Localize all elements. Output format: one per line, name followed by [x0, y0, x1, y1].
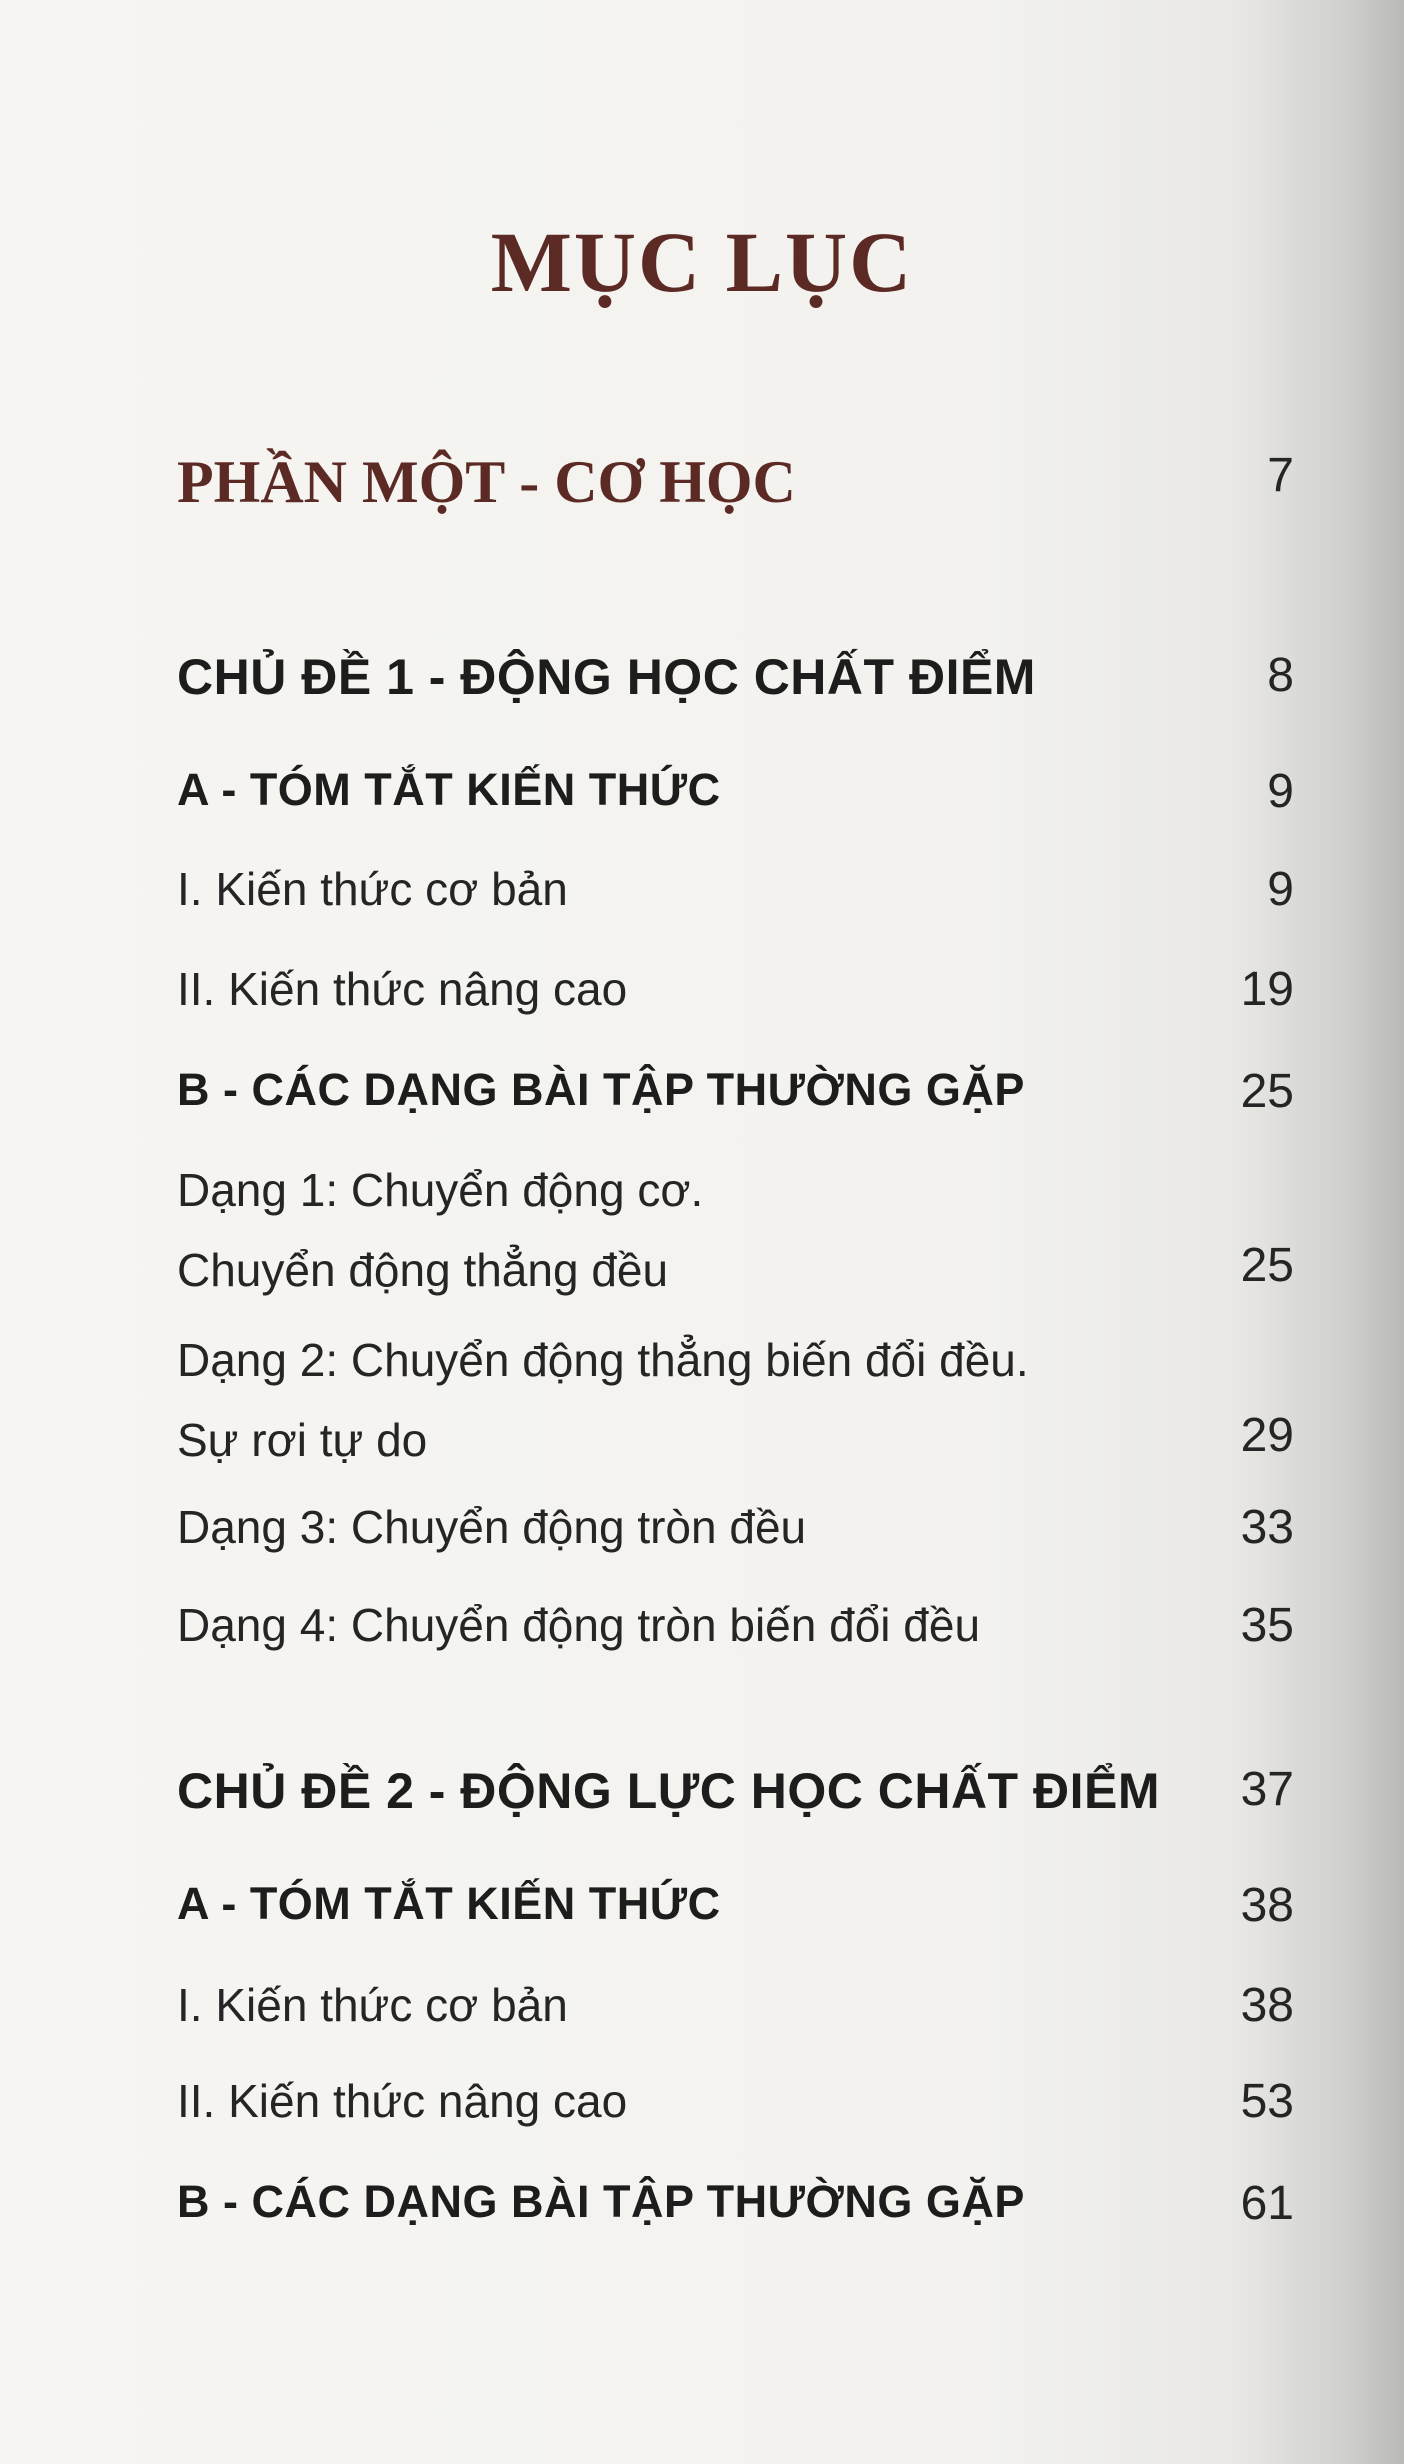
- toc-page-number: 53: [1240, 2075, 1294, 2128]
- toc-section-label: B - CÁC DẠNG BÀI TẬP THƯỜNG GẶP: [177, 2176, 1025, 2227]
- toc-item-label: II. Kiến thức nâng cao: [177, 963, 628, 1015]
- toc-item-line: Sự rơi tự do: [177, 1414, 428, 1466]
- toc-page-number: 25: [1240, 1239, 1294, 1292]
- toc-page-number: 35: [1240, 1599, 1294, 1652]
- toc-page-number: 33: [1240, 1501, 1294, 1554]
- toc-item-line: Dạng 1: Chuyển động cơ.: [177, 1164, 704, 1216]
- toc-page-number: 9: [1267, 863, 1294, 916]
- toc-item-label: I. Kiến thức cơ bản: [177, 863, 568, 915]
- page-title: MỤC LỤC: [490, 214, 914, 310]
- toc-page-number: 9: [1267, 765, 1294, 818]
- toc-part-label: PHẦN MỘT - CƠ HỌC: [177, 449, 796, 515]
- toc-item-label: II. Kiến thức nâng cao: [177, 2075, 628, 2127]
- toc-topic-label: CHỦ ĐỀ 1 - ĐỘNG HỌC CHẤT ĐIỂM: [177, 649, 1036, 705]
- toc-page-number: 25: [1240, 1065, 1294, 1118]
- toc-page-number: 37: [1240, 1763, 1294, 1816]
- toc-section-label: A - TÓM TẮT KIẾN THỨC: [177, 764, 721, 815]
- toc-topic-label: CHỦ ĐỀ 2 - ĐỘNG LỰC HỌC CHẤT ĐIỂM: [177, 1763, 1160, 1819]
- toc-page-number: 38: [1240, 1879, 1294, 1932]
- toc-section-label: A - TÓM TẮT KIẾN THỨC: [177, 1878, 721, 1929]
- toc-item-line: Dạng 2: Chuyển động thẳng biến đổi đều.: [177, 1334, 1029, 1386]
- toc-page-number: 7: [1267, 449, 1294, 502]
- toc-item-label: [177, 1150, 703, 1310]
- toc-item-label: I. Kiến thức cơ bản: [177, 1979, 568, 2031]
- toc-page-number: 19: [1240, 963, 1294, 1016]
- toc-page-number: 38: [1240, 1979, 1294, 2032]
- toc-item-label: Dạng 4: Chuyển động tròn biến đổi đều: [177, 1599, 981, 1651]
- toc-section-label: B - CÁC DẠNG BÀI TẬP THƯỜNG GẶP: [177, 1064, 1025, 1115]
- toc-page-number: 29: [1240, 1409, 1294, 1462]
- toc-item-line: Chuyển động thẳng đều: [177, 1244, 669, 1296]
- toc-page-number: 8: [1267, 649, 1294, 702]
- toc-item-label: Dạng 3: Chuyển động tròn đều: [177, 1501, 807, 1553]
- toc-page-number: 61: [1240, 2177, 1294, 2230]
- toc-item-label: [177, 1320, 1029, 1480]
